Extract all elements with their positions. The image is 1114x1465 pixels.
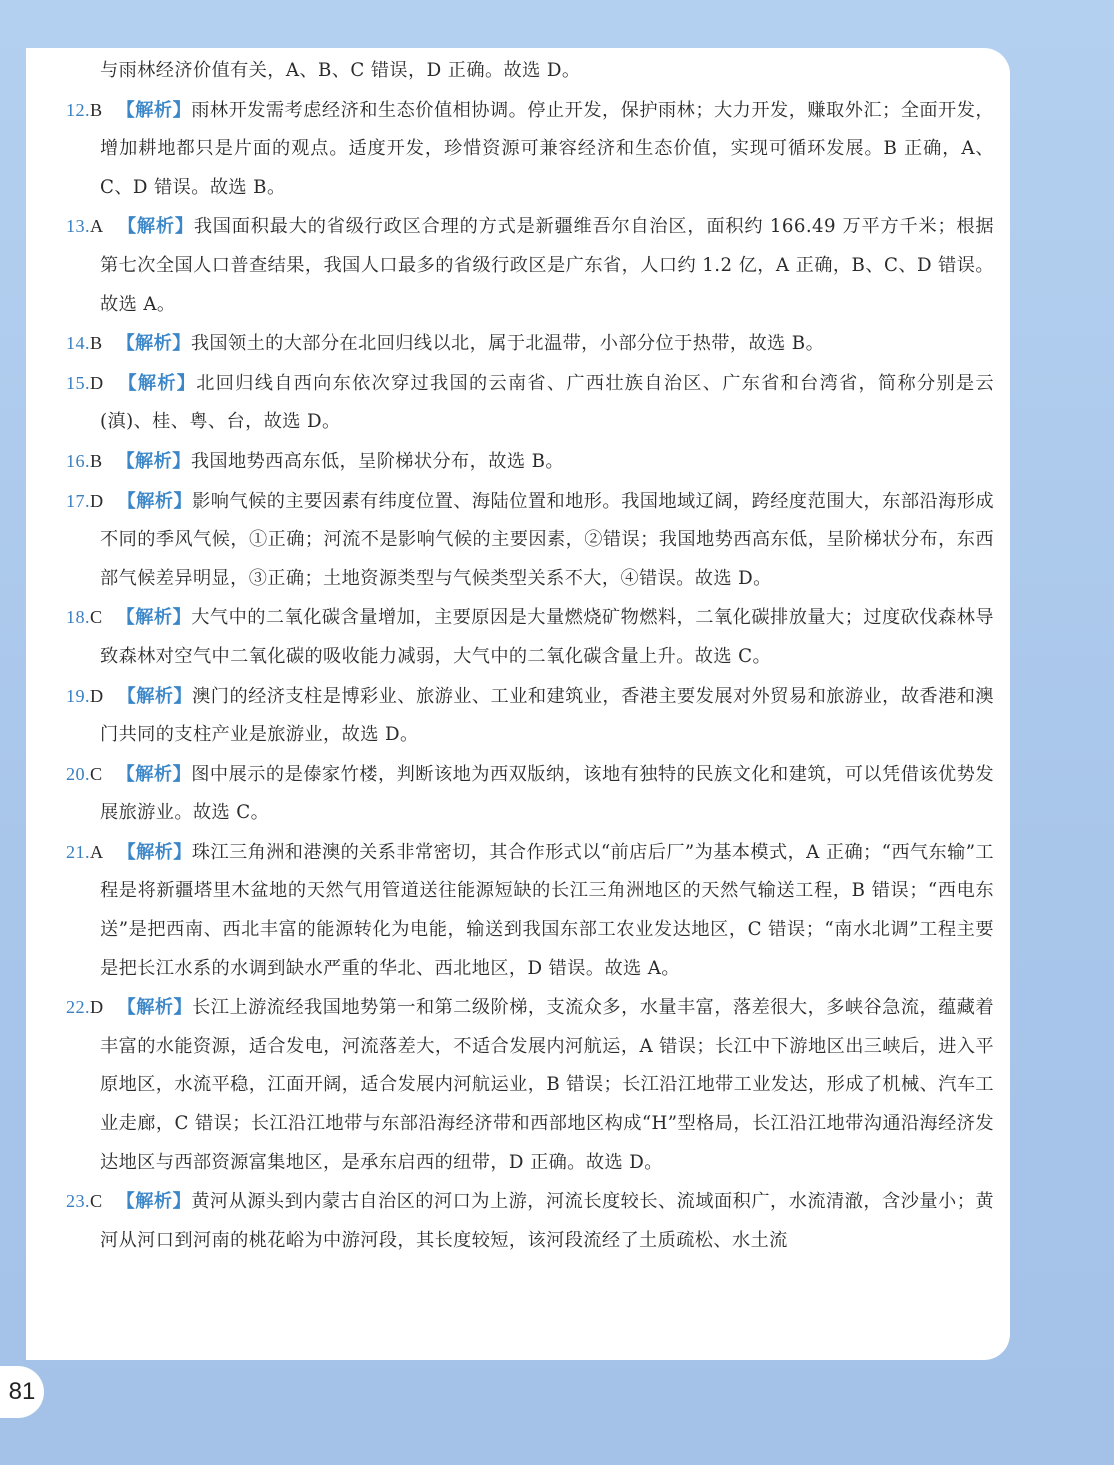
answer-item-13 [66,207,994,324]
answer-item-12 [66,91,994,208]
question-number: 14. [66,333,90,354]
answer-item-21 [66,833,994,988]
analysis-tag: 【解析】 [116,99,192,121]
analysis-tag: 【解析】 [117,372,197,394]
explanation-text: 澳门的经济支柱是博彩业、旅游业、工业和建筑业，香港主要发展对外贸易和旅游业，故香港和澳门共同的支柱产业是旅游业，故选 D。 [100,685,995,746]
question-number: 13. [66,216,90,237]
answer-item-19 [66,677,994,755]
answer-letter: C [89,607,103,628]
explanation-text: 影响气候的主要因素有纬度位置、海陆位置和地形。我国地域辽阔，跨经度范围大，东部沿海形成不同的季风气候，①正确；河流不是影响气候的主要因素，②错误；我国地势西高东低，呈阶梯状分布，东西部气候差异明显，③正确；土地资源类型与气候类型关系不大，④错误。故选 D。 [100,490,995,589]
explanation-text: 雨林开发需考虑经济和生态价值相协调。停止开发，保护雨林；大力开发，赚取外汇；全面开发，增加耕地都只是片面的观点。适度开发，珍惜资源可兼容经济和生态价值，实现可循环发展。B 正确，A、C、D 错误。故选 B。 [100,99,994,198]
answer-letter: D [89,685,104,706]
question-number: 17. [66,490,90,511]
analysis-tag: 【解析】 [117,997,193,1019]
question-number: 16. [66,450,90,471]
explanation-text: 北回归线自西向东依次穿过我国的云南省、广西壮族自治区、广东省和台湾省，简称分别是云(滇)、桂、粤、台，故选 D。 [100,372,994,433]
answer-content [66,52,994,1260]
explanation-text: 大气中的二氧化碳含量增加，主要原因是大量燃烧矿物燃料，二氧化碳排放量大；过度砍伐森林导致森林对空气中二氧化碳的吸收能力减弱，大气中的二氧化碳含量上升。故选 C。 [100,607,994,667]
answer-letter: D [89,372,104,393]
page-number: 81 [0,1366,44,1418]
answer-letter: A [89,216,104,237]
question-number: 22. [66,997,90,1018]
analysis-tag: 【解析】 [116,607,192,629]
intro-paragraph: 与雨林经济价值有关，A、B、C 错误，D 正确。故选 D。 [100,60,581,81]
question-number: 15. [66,372,90,393]
analysis-tag: 【解析】 [116,1191,192,1213]
explanation-text: 长江上游流经我国地势第一和第二级阶梯，支流众多，水量丰富，落差很大，多峡谷急流，蕴藏着丰富的水能资源，适合发电，河流落差大，不适合发展内河航运，A 错误；长江中下游地区出三峡后，进入平原地区，水流平稳，江面开阔，适合发展内河航运业，B 错误；长江沿江地带工业发达，形成了机械、汽车工业走廊，C 错误；长江沿江地带与东部沿海经济带和西部地区构成“H”型格局，长江沿江地带沟通沿海经济发达地区与西部资源富集地区，是承东启西的纽带，D 正确。故选 D。 [100,997,995,1173]
answer-item-16 [66,442,994,482]
answer-letter: D [89,490,104,511]
answer-letter: C [89,763,103,784]
answer-item-17 [66,482,994,599]
analysis-tag: 【解析】 [117,490,193,512]
question-number: 21. [66,841,90,862]
question-number: 12. [66,99,90,120]
question-number: 19. [66,685,90,706]
explanation-text: 我国地势西高东低，呈阶梯状分布，故选 B。 [190,450,564,472]
explanation-text: 图中展示的是傣家竹楼，判断该地为西双版纳，该地有独特的民族文化和建筑，可以凭借该优势发展旅游业。故选 C。 [100,763,994,824]
explanation-text: 我国领土的大部分在北回归线以北，属于北温带，小部分位于热带，故选 B。 [190,333,825,355]
answer-letter: D [89,997,104,1018]
answer-item-14 [66,324,994,364]
analysis-tag: 【解析】 [116,450,191,472]
answer-letter: B [89,99,103,120]
question-number: 20. [66,763,90,784]
explanation-text: 珠江三角洲和港澳的关系非常密切，其合作形式以“前店后厂”为基本模式，A 正确；“西气东输”工程是将新疆塔里木盆地的天然气用管道送往能源短缺的长江三角洲地区的天然气输送工程，B 错误；“西电东送”是把西南、西北丰富的能源转化为电能，输送到我国东部工农业发达地区，C 错误；“南水北调”工程主要是把长江水系的水调到缺水严重的华北、西北地区，D 错误。故选 A。 [100,841,994,979]
answer-letter: B [89,450,103,471]
answer-item-23 [66,1182,994,1260]
explanation-text: 黄河从源头到内蒙古自治区的河口为上游，河流长度较长、流域面积广，水流清澈，含沙量小；黄河从河口到河南的桃花峪为中游河段，其长度较短，该河段流经了土质疏松、水土流 [100,1191,994,1251]
answer-letter: C [89,1191,103,1212]
answer-item-15 [66,364,994,442]
answer-letter: B [89,333,103,354]
answer-item-22 [66,988,994,1182]
analysis-tag: 【解析】 [117,685,193,707]
analysis-tag: 【解析】 [116,333,191,355]
analysis-tag: 【解析】 [116,763,192,785]
analysis-tag: 【解析】 [117,841,192,863]
answer-item-18 [66,598,994,676]
analysis-tag: 【解析】 [117,216,194,238]
answer-letter: A [89,841,104,862]
answer-item-20 [66,755,994,833]
explanation-text: 我国面积最大的省级行政区合理的方式是新疆维吾尔自治区，面积约 166.49 万平方千米；根据第七次全国人口普查结果，我国人口最多的省级行政区是广东省，人口约 1.2 亿，A 正确，B、C、D 错误。故选 A。 [100,216,994,315]
question-number: 18. [66,607,90,628]
question-number: 23. [66,1191,90,1212]
